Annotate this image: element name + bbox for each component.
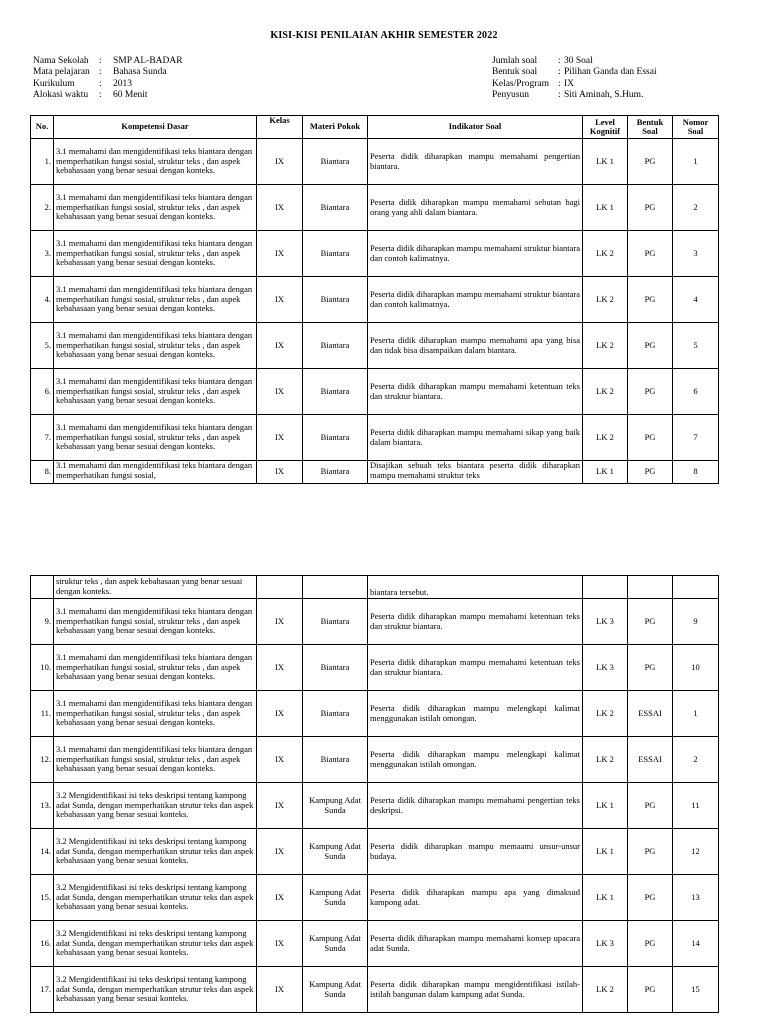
cell-level: LK 2: [583, 369, 628, 415]
cell-nomor: 1: [673, 139, 719, 185]
cell-kompetensi-dasar: 3.1 memahami dan mengidentifikasi teks biantara dengan memperhatikan fungsi sosial, struktur teks , dan aspek kebahasaan yang benar sesuai dengan konteks.: [54, 277, 257, 323]
cell-no: 11.: [31, 691, 54, 737]
cell-indikator: Peserta didik diharapkan mampu melengkapi kalimat menggunakan istilah omongan.: [368, 691, 583, 737]
cell-materi: Biantara: [303, 231, 368, 277]
cell-level: LK 1: [583, 829, 628, 875]
cell-materi: Biantara: [303, 323, 368, 369]
cell-bentuk: PG: [628, 645, 673, 691]
cell-kelas: IX: [257, 645, 303, 691]
cell-level: LK 3: [583, 921, 628, 967]
cell-kelas: IX: [257, 921, 303, 967]
table-row-continuation: [31, 576, 719, 599]
cell-bentuk: [628, 576, 673, 599]
table-row: [31, 599, 719, 645]
cell-kelas: IX: [257, 231, 303, 277]
cell-bentuk: PG: [628, 231, 673, 277]
info-row: Mata pelajaran : Bahasa Sunda: [33, 67, 167, 78]
cell-kelas: IX: [257, 599, 303, 645]
cell-indikator: Peserta didik diharapkan mampu memahami sikap yang baik dalam biantara.: [368, 415, 583, 461]
cell-no: 12.: [31, 737, 54, 783]
header-bentuk-soal: Bentuk Soal: [628, 116, 673, 139]
cell-no: 3.: [31, 231, 54, 277]
cell-indikator: Peserta didik diharapkan mampu memahami ketentuan teks dan struktur biantara.: [368, 645, 583, 691]
table-row: [31, 139, 719, 185]
cell-kompetensi-dasar: 3.1 memahami dan mengidentifikasi teks biantara dengan memperhatikan fungsi sosial, struktur teks , dan aspek kebahasaan yang benar sesuai dengan konteks.: [54, 231, 257, 277]
cell-level: LK 2: [583, 277, 628, 323]
cell-kompetensi-dasar: 3.1 memahami dan mengidentifikasi teks biantara dengan memperhatikan fungsi sosial, struktur teks , dan aspek kebahasaan yang benar sesuai dengan konteks.: [54, 139, 257, 185]
cell-kompetensi-dasar: 3.2 Mengidentifikasi isi teks deskripsi tentang kampong adat Sunda, dengan memperhatikan strutur teks dan aspek kebahasaan yang benar sesuai konteks.: [54, 967, 257, 1013]
cell-indikator: Peserta didik diharapkan mampu memahami pengertian teks deskripsi.: [368, 783, 583, 829]
cell-nomor: 2: [673, 185, 719, 231]
table-row: [31, 829, 719, 875]
info-row: Alokasi waktu : 60 Menit: [33, 89, 148, 100]
cell-kompetensi-dasar: 3.2 Mengidentifikasi isi teks deskripsi tentang kampong adat Sunda, dengan memperhatikan strutur teks dan aspek kebahasaan yang benar sesuai konteks.: [54, 921, 257, 967]
cell-bentuk: PG: [628, 921, 673, 967]
cell-kelas: IX: [257, 139, 303, 185]
cell-kompetensi-dasar: 3.1 memahami dan mengidentifikasi teks biantara dengan memperhatikan fungsi sosial, struktur teks , dan aspek kebahasaan yang benar sesuai dengan konteks.: [54, 185, 257, 231]
table-header-row: [31, 116, 719, 139]
cell-level: LK 1: [583, 185, 628, 231]
cell-kelas: IX: [257, 737, 303, 783]
info-row: Jumlah soal : 30 Soal: [492, 56, 593, 66]
cell-materi: Biantara: [303, 185, 368, 231]
cell-bentuk: PG: [628, 323, 673, 369]
cell-nomor: 6: [673, 369, 719, 415]
cell-kompetensi-dasar: 3.2 Mengidentifikasi isi teks deskripsi tentang kampong adat Sunda, dengan memperhatikan strutur teks dan aspek kebahasaan yang benar sesuai konteks.: [54, 829, 257, 875]
cell-level: [583, 576, 628, 599]
table-row: [31, 783, 719, 829]
document-title: KISI-KISI PENILAIAN AKHIR SEMESTER 2022: [270, 30, 498, 41]
cell-kelas: IX: [257, 967, 303, 1013]
header-indikator-soal: Indikator Soal: [368, 116, 583, 139]
cell-materi: Biantara: [303, 461, 368, 484]
info-row: Penyusun : Siti Aminah, S.Hum.: [492, 89, 644, 100]
table-row: [31, 323, 719, 369]
cell-level: LK 3: [583, 599, 628, 645]
cell-no: 13.: [31, 783, 54, 829]
cell-no: 8.: [31, 461, 54, 484]
cell-no: 1.: [31, 139, 54, 185]
cell-kelas: IX: [257, 369, 303, 415]
cell-nomor: 10: [673, 645, 719, 691]
cell-indikator: Peserta didik diharapkan mampu memaami unsur-unsur budaya.: [368, 829, 583, 875]
cell-bentuk: PG: [628, 277, 673, 323]
table-row: [31, 645, 719, 691]
cell-materi: Kampung Adat Sunda: [303, 921, 368, 967]
info-right: [492, 56, 657, 101]
cell-nomor: 1: [673, 691, 719, 737]
cell-indikator: Peserta didik diharapkan mampu melengkapi kalimat menggunakan istilah omongan.: [368, 737, 583, 783]
table-row: [31, 691, 719, 737]
cell-level: LK 2: [583, 737, 628, 783]
cell-no: 6.: [31, 369, 54, 415]
cell-indikator: Disajikan sebuah teks biantara peserta didik diharapkan mampu memahami struktur teks: [368, 461, 583, 484]
cell-no: 17.: [31, 967, 54, 1013]
cell-kelas: IX: [257, 277, 303, 323]
cell-indikator: Peserta didik diharapkan mampu memahami sebutan bagi orang yang ahli dalam biantara.: [368, 185, 583, 231]
cell-nomor: 4: [673, 277, 719, 323]
header-level-kognitif: Level Kognitif: [583, 116, 628, 139]
cell-materi: Biantara: [303, 691, 368, 737]
cell-kelas: IX: [257, 875, 303, 921]
cell-no: 5.: [31, 323, 54, 369]
header-kelas: Kelas: [257, 116, 303, 139]
cell-materi: Kampung Adat Sunda: [303, 967, 368, 1013]
cell-kelas: IX: [257, 323, 303, 369]
cell-kelas: [257, 576, 303, 599]
cell-indikator: Peserta didik diharapkan mampu apa yang dimaksud kampong adat.: [368, 875, 583, 921]
table-row: [31, 277, 719, 323]
info-left: [33, 56, 183, 101]
cell-kompetensi-dasar: 3.2 Mengidentifikasi isi teks deskripsi tentang kampong adat Sunda, dengan memperhatikan strutur teks dan aspek kebahasaan yang benar sesuai konteks.: [54, 875, 257, 921]
cell-kompetensi-dasar: 3.1 memahami dan mengidentifikasi teks biantara dengan memperhatikan fungsi sosial,: [54, 461, 257, 484]
cell-materi: Kampung Adat Sunda: [303, 875, 368, 921]
cell-bentuk: PG: [628, 783, 673, 829]
table-row: [31, 231, 719, 277]
cell-nomor: 3: [673, 231, 719, 277]
cell-kompetensi-dasar: 3.1 memahami dan mengidentifikasi teks biantara dengan memperhatikan fungsi sosial, struktur teks , dan aspek kebahasaan yang benar sesuai dengan konteks.: [54, 599, 257, 645]
cell-materi: Biantara: [303, 415, 368, 461]
cell-kelas: IX: [257, 783, 303, 829]
cell-indikator: biantara tersebut.: [368, 576, 583, 599]
info-row: Bentuk soal : Pilihan Ganda dan Essai: [492, 67, 657, 78]
cell-materi: Biantara: [303, 645, 368, 691]
cell-kompetensi-dasar: 3.1 memahami dan mengidentifikasi teks biantara dengan memperhatikan fungsi sosial, struktur teks , dan aspek kebahasaan yang benar sesuai dengan konteks.: [54, 369, 257, 415]
cell-level: LK 1: [583, 783, 628, 829]
cell-kelas: IX: [257, 461, 303, 484]
cell-nomor: 14: [673, 921, 719, 967]
cell-level: LK 3: [583, 645, 628, 691]
cell-materi: Kampung Adat Sunda: [303, 783, 368, 829]
cell-level: LK 1: [583, 875, 628, 921]
cell-bentuk: ESSAI: [628, 737, 673, 783]
cell-nomor: 2: [673, 737, 719, 783]
cell-kelas: IX: [257, 829, 303, 875]
cell-materi: Biantara: [303, 737, 368, 783]
cell-nomor: 11: [673, 783, 719, 829]
cell-level: LK 2: [583, 691, 628, 737]
cell-bentuk: PG: [628, 829, 673, 875]
cell-indikator: Peserta didik diharapkan mampu memahami ketentuan teks dan struktur biantara.: [368, 369, 583, 415]
cell-nomor: [673, 576, 719, 599]
cell-kelas: IX: [257, 691, 303, 737]
table-row: [31, 921, 719, 967]
cell-bentuk: PG: [628, 967, 673, 1013]
cell-nomor: 12: [673, 829, 719, 875]
cell-nomor: 13: [673, 875, 719, 921]
table-row: [31, 967, 719, 1013]
kisi-kisi-table-page-1: [30, 115, 719, 484]
cell-no: 14.: [31, 829, 54, 875]
cell-indikator: Peserta didik diharapkan mampu memahami pengertian biantara.: [368, 139, 583, 185]
cell-nomor: 9: [673, 599, 719, 645]
cell-no: 9.: [31, 599, 54, 645]
cell-kompetensi-dasar: 3.1 memahami dan mengidentifikasi teks biantara dengan memperhatikan fungsi sosial, struktur teks , dan aspek kebahasaan yang benar sesuai dengan konteks.: [54, 691, 257, 737]
table-row: [31, 185, 719, 231]
cell-kompetensi-dasar: 3.1 memahami dan mengidentifikasi teks biantara dengan memperhatikan fungsi sosial, struktur teks , dan aspek kebahasaan yang benar sesuai dengan konteks.: [54, 645, 257, 691]
cell-materi: Biantara: [303, 599, 368, 645]
cell-no: 7.: [31, 415, 54, 461]
cell-level: LK 1: [583, 139, 628, 185]
cell-bentuk: PG: [628, 369, 673, 415]
cell-materi: [303, 576, 368, 599]
cell-no: 2.: [31, 185, 54, 231]
table-row: [31, 369, 719, 415]
cell-indikator: Peserta didik diharapkan mampu mengidentifikasi istilah-istilah bangunan dalam kampung adat Sunda.: [368, 967, 583, 1013]
cell-no: 15.: [31, 875, 54, 921]
cell-nomor: 15: [673, 967, 719, 1013]
cell-materi: Kampung Adat Sunda: [303, 829, 368, 875]
cell-bentuk: PG: [628, 415, 673, 461]
cell-nomor: 8: [673, 461, 719, 484]
cell-bentuk: PG: [628, 185, 673, 231]
kisi-kisi-table-page-2: [30, 575, 719, 1013]
header-no: No.: [31, 116, 54, 139]
table-row: [31, 415, 719, 461]
cell-kompetensi-dasar: 3.1 memahami dan mengidentifikasi teks biantara dengan memperhatikan fungsi sosial, struktur teks , dan aspek kebahasaan yang benar sesuai dengan konteks.: [54, 737, 257, 783]
cell-level: LK 2: [583, 967, 628, 1013]
header-materi-pokok: Materi Pokok: [303, 116, 368, 139]
table-row: [31, 461, 719, 484]
cell-bentuk: PG: [628, 139, 673, 185]
header-nomor-soal: Nomor Soal: [673, 116, 719, 139]
cell-no: 4.: [31, 277, 54, 323]
info-row: Kelas/Program : IX: [492, 78, 575, 89]
cell-indikator: Peserta didik diharapkan mampu memahami struktur biantara dan contoh kalimatnya.: [368, 231, 583, 277]
cell-bentuk: PG: [628, 599, 673, 645]
cell-bentuk: ESSAI: [628, 691, 673, 737]
cell-bentuk: PG: [628, 875, 673, 921]
cell-materi: Biantara: [303, 139, 368, 185]
cell-no: [31, 576, 54, 599]
info-row: Nama Sekolah : SMP AL-BADAR: [33, 56, 183, 66]
cell-nomor: 5: [673, 323, 719, 369]
cell-bentuk: PG: [628, 461, 673, 484]
cell-level: LK 2: [583, 323, 628, 369]
cell-kelas: IX: [257, 415, 303, 461]
cell-level: LK 2: [583, 231, 628, 277]
cell-indikator: Peserta didik diharapkan mampu memahami struktur biantara dan contoh kalimatnya.: [368, 277, 583, 323]
cell-no: 16.: [31, 921, 54, 967]
cell-materi: Biantara: [303, 369, 368, 415]
info-row: Kurikulum : 2013: [33, 78, 132, 89]
header-kompetensi-dasar: Kompetensi Dasar: [54, 116, 257, 139]
cell-kompetensi-dasar: struktur teks , dan aspek kebahasaan yang benar sesuai dengan konteks.: [54, 576, 257, 599]
cell-materi: Biantara: [303, 277, 368, 323]
cell-kelas: IX: [257, 185, 303, 231]
cell-kompetensi-dasar: 3.2 Mengidentifikasi isi teks deskripsi tentang kampong adat Sunda, dengan memperhatikan strutur teks dan aspek kebahasaan yang benar sesuai konteks.: [54, 783, 257, 829]
cell-no: 10.: [31, 645, 54, 691]
table-row: [31, 737, 719, 783]
table-row: [31, 875, 719, 921]
cell-indikator: Peserta didik diharapkan mampu memahami konsep upacara adat Sunda.: [368, 921, 583, 967]
cell-level: LK 1: [583, 461, 628, 484]
cell-kompetensi-dasar: 3.1 memahami dan mengidentifikasi teks biantara dengan memperhatikan fungsi sosial, struktur teks , dan aspek kebahasaan yang benar sesuai dengan konteks.: [54, 323, 257, 369]
cell-nomor: 7: [673, 415, 719, 461]
cell-kompetensi-dasar: 3.1 memahami dan mengidentifikasi teks biantara dengan memperhatikan fungsi sosial, struktur teks , dan aspek kebahasaan yang benar sesuai dengan konteks.: [54, 415, 257, 461]
cell-indikator: Peserta didik diharapkan mampu memahami ketentuan teks dan struktur biantara.: [368, 599, 583, 645]
cell-level: LK 2: [583, 415, 628, 461]
cell-indikator: Peserta didik diharapkan mampu memahami apa yang bisa dan tidak bisa disampaikan dalam biantara.: [368, 323, 583, 369]
